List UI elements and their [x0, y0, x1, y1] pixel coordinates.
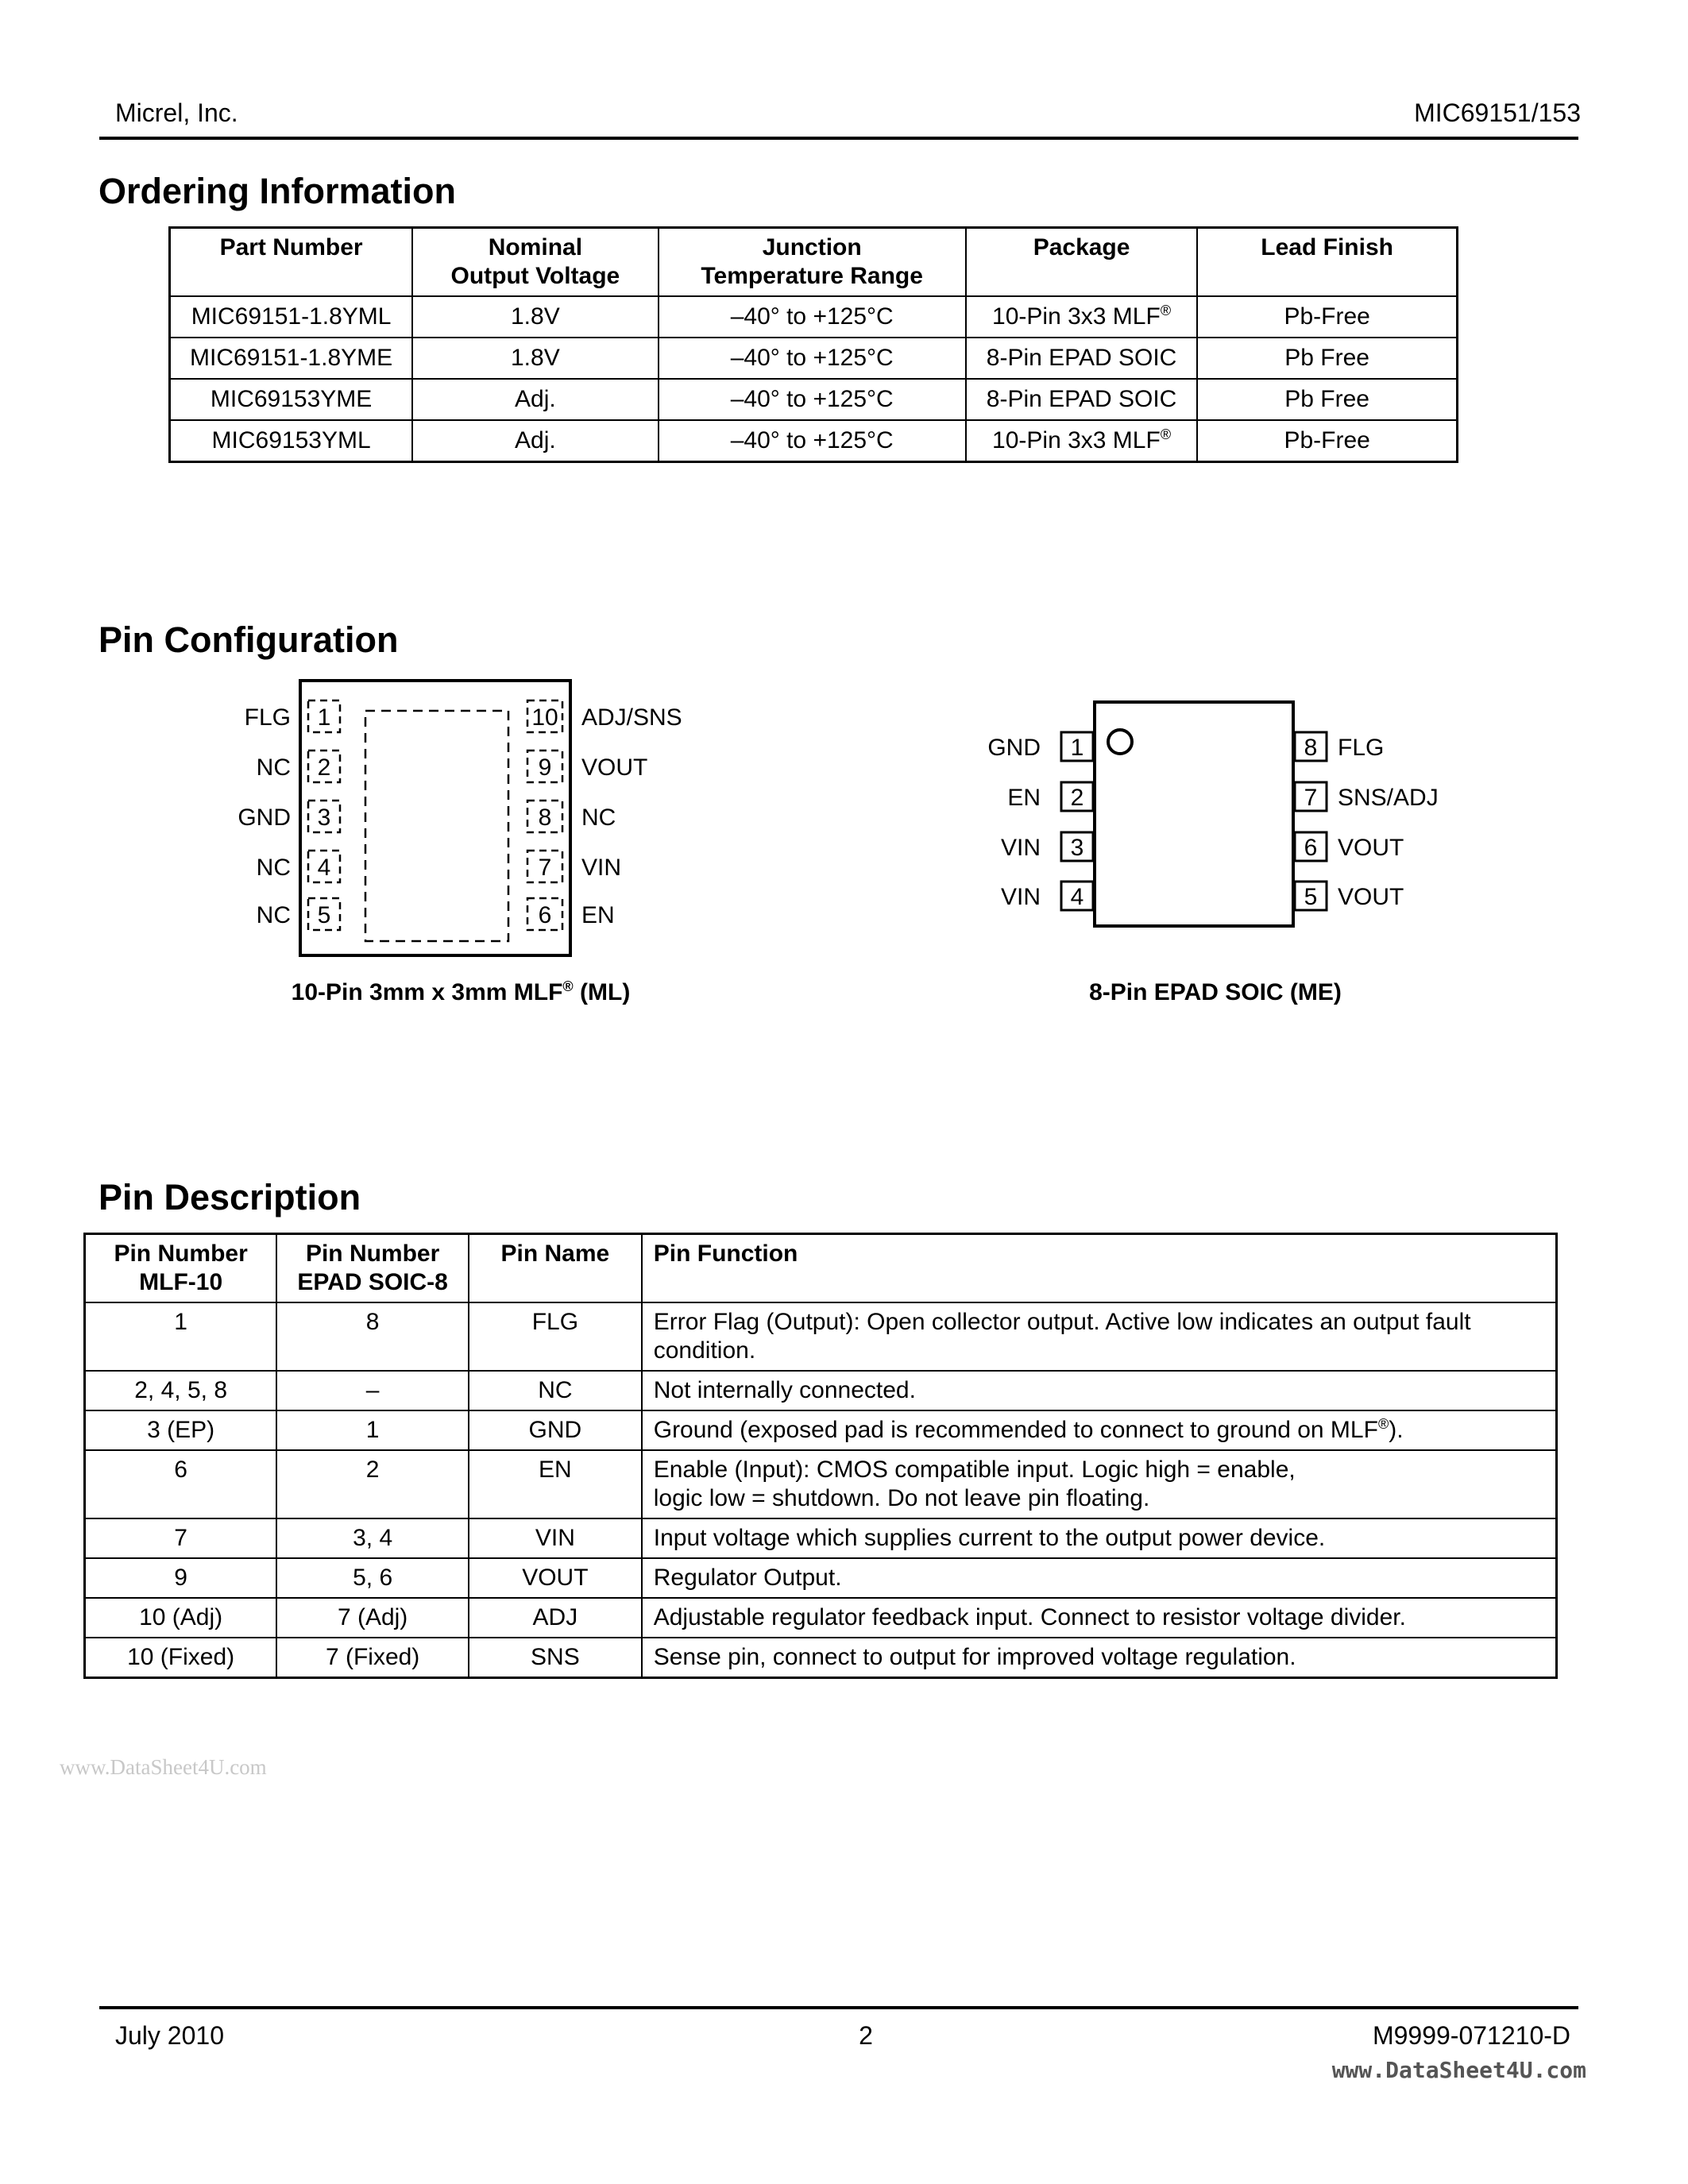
footer-date: July 2010	[115, 2021, 224, 2050]
soic-pin-number: 6	[1304, 835, 1318, 861]
mlf-caption-text: 10-Pin 3mm x 3mm MLF	[291, 979, 563, 1005]
pin-desc-col-header	[85, 1234, 277, 1303]
pin-desc-col-header	[469, 1234, 642, 1303]
pin-desc-cell-mlf: 6	[85, 1450, 277, 1518]
soic-pin-name: EN	[1007, 785, 1041, 811]
pin-config-title: Pin Configuration	[98, 619, 399, 660]
pin-description-table	[83, 1233, 1558, 1679]
soic-package-diagram	[961, 699, 1470, 937]
pin-desc-cell-function	[642, 1598, 1557, 1638]
ordering-col-header	[966, 228, 1197, 297]
pin-desc-header-row	[85, 1234, 1557, 1303]
pin-desc-cell-name: VOUT	[469, 1558, 642, 1598]
pin-desc-cell-name: VIN	[469, 1518, 642, 1558]
ordering-cell-package	[966, 338, 1197, 379]
footer-doc-number: M9999-071210-D	[1372, 2021, 1570, 2050]
pin-desc-cell-mlf: 10 (Fixed)	[85, 1638, 277, 1678]
ordering-cell-finish: Pb Free	[1197, 379, 1457, 420]
soic-pin-number: 4	[1070, 884, 1084, 910]
pin-desc-cell-function	[642, 1518, 1557, 1558]
mlf-pin-number: 4	[317, 855, 331, 881]
pin-desc-cell-mlf: 1	[85, 1302, 277, 1371]
pin-function-tail: ).	[1389, 1417, 1404, 1443]
soic-pin-name: VIN	[1000, 835, 1041, 861]
ordering-cell-finish: Pb Free	[1197, 338, 1457, 379]
mlf-caption	[254, 979, 667, 1006]
ordering-col-header	[170, 228, 413, 297]
pin-desc-cell-mlf: 10 (Adj)	[85, 1598, 277, 1638]
package-text: 10-Pin 3x3 MLF	[992, 427, 1161, 453]
pin-function-line: Ground (exposed pad is recommended to connect to ground on MLF	[653, 1417, 1378, 1443]
pin-desc-title: Pin Description	[98, 1177, 361, 1217]
mlf-caption-suffix: (ML)	[573, 979, 631, 1005]
soic-pin-number: 5	[1304, 884, 1318, 910]
pin-desc-col-header-line: MLF-10	[139, 1269, 223, 1295]
pin-desc-col-header-line: Pin Function	[653, 1241, 798, 1267]
pin-desc-cell-function	[642, 1558, 1557, 1598]
pin-desc-cell-soic: 8	[276, 1302, 469, 1371]
mlf-pin-number: 10	[531, 704, 558, 731]
mlf-pin-name: VOUT	[581, 754, 648, 781]
mlf-pin-name: NC	[256, 754, 291, 781]
ordering-cell-part: MIC69151-1.8YML	[170, 296, 413, 338]
footer-site: www.DataSheet4U.com	[1331, 2057, 1586, 2083]
pin-function-line: Not internally connected.	[653, 1377, 916, 1403]
ordering-body	[170, 296, 1458, 462]
pin-desc-row	[85, 1410, 1557, 1450]
ordering-col-header-line: Junction	[762, 234, 862, 260]
ordering-cell-part: MIC69151-1.8YME	[170, 338, 413, 379]
mlf-pin-number: 5	[317, 902, 331, 928]
package-text: 8-Pin EPAD SOIC	[986, 386, 1177, 412]
pin-desc-cell-function	[642, 1302, 1557, 1371]
mlf-pin-number: 1	[317, 704, 331, 731]
footer-page-number: 2	[859, 2021, 873, 2050]
mlf-caption-mark: ®	[562, 978, 574, 994]
pin-desc-col-header-line: Pin Name	[500, 1241, 610, 1267]
ordering-row	[170, 420, 1458, 462]
pin-function-line: logic low = shutdown. Do not leave pin floating.	[653, 1485, 1150, 1511]
mlf-pin-number: 8	[538, 805, 552, 831]
mlf-pin-name: ADJ/SNS	[581, 704, 682, 731]
soic-pin-number: 2	[1070, 785, 1084, 811]
pin-desc-row	[85, 1450, 1557, 1518]
pin-desc-cell-soic: 7 (Adj)	[276, 1598, 469, 1638]
mlf-pin-name: VIN	[581, 855, 622, 881]
pin-desc-cell-function	[642, 1450, 1557, 1518]
soic-package-body	[1095, 702, 1293, 926]
mlf-pin-number: 6	[538, 902, 552, 928]
pin-function-line: Enable (Input): CMOS compatible input. Logic high = enable,	[653, 1457, 1296, 1483]
pin-desc-row	[85, 1558, 1557, 1598]
pin-desc-row	[85, 1638, 1557, 1678]
ordering-row	[170, 338, 1458, 379]
soic-pin-number: 7	[1304, 785, 1318, 811]
ordering-row	[170, 296, 1458, 338]
ordering-title: Ordering Information	[98, 171, 456, 211]
ordering-col-header-line: Nominal	[488, 234, 583, 260]
pin-desc-cell-name: EN	[469, 1450, 642, 1518]
pin-desc-cell-function	[642, 1371, 1557, 1410]
ordering-cell-temp: –40° to +125°C	[659, 338, 966, 379]
ordering-table	[168, 226, 1458, 463]
pin-desc-col-header-line: EPAD SOIC-8	[297, 1269, 448, 1295]
ordering-cell-part: MIC69153YML	[170, 420, 413, 462]
pin-desc-row	[85, 1371, 1557, 1410]
mlf-pin-number: 9	[538, 754, 552, 781]
package-text: 10-Pin 3x3 MLF	[992, 303, 1161, 330]
soic-pin-number: 1	[1070, 735, 1084, 761]
ordering-row	[170, 379, 1458, 420]
soic-pin-name: FLG	[1338, 735, 1385, 761]
soic-caption: 8-Pin EPAD SOIC (ME)	[1089, 979, 1342, 1005]
pin-desc-cell-function	[642, 1638, 1557, 1678]
pin-desc-col-header	[276, 1234, 469, 1303]
pin-desc-cell-function	[642, 1410, 1557, 1450]
pin-desc-col-header-line: Pin Number	[114, 1241, 248, 1267]
footer-rule	[99, 2006, 1578, 2009]
pin-desc-col-header	[642, 1234, 1557, 1303]
pin-desc-col-header-line: Pin Number	[305, 1241, 440, 1267]
pin-desc-cell-soic: 1	[276, 1410, 469, 1450]
ordering-cell-temp: –40° to +125°C	[659, 420, 966, 462]
pin-function-line: Adjustable regulator feedback input. Connect to resistor voltage divider.	[653, 1604, 1406, 1630]
soic-pin-name: VIN	[1000, 884, 1041, 910]
mlf-pin-name: EN	[581, 902, 615, 928]
pin-desc-cell-mlf: 7	[85, 1518, 277, 1558]
mlf-pin-number: 3	[317, 805, 331, 831]
pin-desc-cell-mlf: 3 (EP)	[85, 1410, 277, 1450]
pin-desc-cell-mlf: 2, 4, 5, 8	[85, 1371, 277, 1410]
pin-function-line: Error Flag (Output): Open collector output. Active low indicates an output fault condition.	[653, 1309, 1471, 1364]
ordering-cell-temp: –40° to +125°C	[659, 379, 966, 420]
soic-pin-name: VOUT	[1338, 835, 1404, 861]
mlf-pin-number: 7	[538, 855, 552, 881]
pin-desc-body	[85, 1302, 1557, 1678]
pin-function-registered-mark: ®	[1377, 1416, 1389, 1432]
ordering-col-header	[412, 228, 658, 297]
package-registered-mark: ®	[1160, 426, 1172, 442]
pin-desc-cell-soic: 7 (Fixed)	[276, 1638, 469, 1678]
ordering-col-header	[659, 228, 966, 297]
ordering-cell-package	[966, 296, 1197, 338]
ordering-cell-temp: –40° to +125°C	[659, 296, 966, 338]
pin-function-line: Sense pin, connect to output for improved voltage regulation.	[653, 1644, 1296, 1670]
watermark: www.DataSheet4U.com	[60, 1755, 267, 1779]
pin-function-line: Input voltage which supplies current to the output power device.	[653, 1525, 1326, 1551]
soic-pin-name: VOUT	[1338, 884, 1404, 910]
pin-function-line: Regulator Output.	[653, 1565, 842, 1591]
pin-desc-cell-soic: 5, 6	[276, 1558, 469, 1598]
pin-desc-row	[85, 1518, 1557, 1558]
mlf-pin-name: GND	[238, 805, 291, 831]
ordering-col-header-line: Part Number	[219, 234, 363, 260]
ordering-cell-finish: Pb-Free	[1197, 420, 1457, 462]
package-registered-mark: ®	[1160, 303, 1172, 318]
mlf-pin-number: 2	[317, 754, 331, 781]
pin-desc-cell-name: ADJ	[469, 1598, 642, 1638]
mlf-pin-name: NC	[581, 805, 616, 831]
pin-desc-cell-name: FLG	[469, 1302, 642, 1371]
soic-pin-name: SNS/ADJ	[1338, 785, 1439, 811]
package-text: 8-Pin EPAD SOIC	[986, 345, 1177, 371]
ordering-header-row	[170, 228, 1458, 297]
ordering-cell-package	[966, 420, 1197, 462]
ordering-cell-voltage: Adj.	[412, 379, 658, 420]
pin1-marker	[1108, 730, 1132, 754]
part-number-header: MIC69151/153	[1414, 98, 1581, 127]
header-rule	[99, 137, 1578, 140]
ordering-cell-voltage: 1.8V	[412, 338, 658, 379]
mlf-exposed-pad	[365, 711, 508, 941]
pin-desc-cell-name: NC	[469, 1371, 642, 1410]
ordering-col-header-line: Package	[1033, 234, 1130, 260]
mlf-package-diagram	[222, 679, 715, 965]
soic-pin-name: GND	[987, 735, 1041, 761]
mlf-pin-name: FLG	[244, 704, 291, 731]
mlf-pin-name: NC	[256, 902, 291, 928]
pin-desc-row	[85, 1598, 1557, 1638]
pin-desc-cell-soic: 3, 4	[276, 1518, 469, 1558]
pin-desc-cell-soic: 2	[276, 1450, 469, 1518]
soic-pin-number: 3	[1070, 835, 1084, 861]
company-name: Micrel, Inc.	[115, 98, 238, 127]
pin-desc-cell-soic: –	[276, 1371, 469, 1410]
pin-desc-cell-mlf: 9	[85, 1558, 277, 1598]
pin-desc-cell-name: SNS	[469, 1638, 642, 1678]
ordering-cell-package	[966, 379, 1197, 420]
ordering-col-header	[1197, 228, 1457, 297]
soic-pin-number: 8	[1304, 735, 1318, 761]
ordering-cell-finish: Pb-Free	[1197, 296, 1457, 338]
ordering-cell-voltage: Adj.	[412, 420, 658, 462]
ordering-col-header-line: Temperature Range	[701, 263, 923, 289]
ordering-col-header-line: Lead Finish	[1261, 234, 1393, 260]
pin-desc-cell-name: GND	[469, 1410, 642, 1450]
ordering-cell-part: MIC69153YME	[170, 379, 413, 420]
ordering-col-header-line: Output Voltage	[450, 263, 620, 289]
mlf-pin-name: NC	[256, 855, 291, 881]
ordering-cell-voltage: 1.8V	[412, 296, 658, 338]
pin-desc-row	[85, 1302, 1557, 1371]
